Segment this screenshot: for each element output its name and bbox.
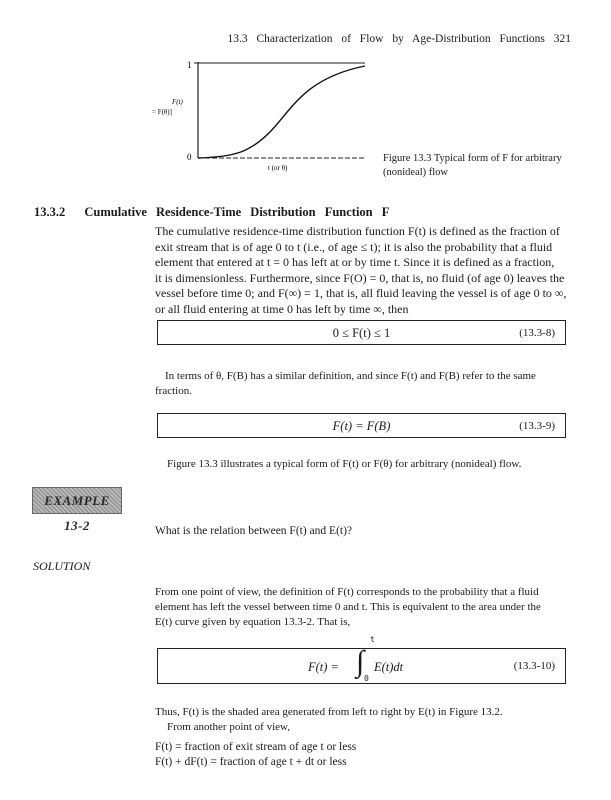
figure-caption: Figure 13.3 Typical form of F for arbitrary (nonideal) flow (383, 153, 562, 178)
f-curve (198, 66, 365, 158)
integral-lower-limit: 0 (364, 674, 369, 683)
paragraph-theta (155, 369, 570, 399)
equation-lhs: F(t) = (308, 660, 339, 674)
equation-integrand: E(t)dt (374, 660, 404, 674)
equation-expression: 0 ≤ F(t) ≤ 1 (332, 326, 391, 340)
text-line: vessel before time 0; and F(∞) = 1, that is, all fluid leaving the vessel is of age 0 to ∞, (155, 286, 567, 301)
section-number: 13.3.2 (34, 205, 66, 219)
paragraph-area (155, 705, 570, 735)
paragraph-figure-ref: Figure 13.3 illustrates a typical form of F(t) or F(θ) for arbitrary (nonideal) flow. (167, 458, 522, 470)
header-page-number: 321 (553, 33, 571, 45)
y-label-ft: F(t) (172, 98, 183, 106)
section-title: Cumulative Residence-Time Distribution Function F (84, 205, 390, 219)
y-label-ftheta: = F(θ)] (152, 108, 172, 116)
text-line: E(t) curve given by equation 13.3-2. That is, (155, 616, 351, 628)
text-line: The cumulative residence-time distribution function F(t) is defined as the fraction of (155, 224, 560, 238)
y-top-label: 1 (187, 60, 192, 70)
text-line: F(t) = fraction of exit stream of age t or less (155, 741, 357, 753)
text-line: exit stream that is of age 0 to t (i.e., of age ≤ t); it is also the probability that a fluid (155, 239, 553, 254)
text-line: fraction. (155, 385, 192, 397)
section-heading (34, 205, 389, 220)
equation-number: (13.3-8) (519, 327, 555, 339)
solution-label: SOLUTION (33, 559, 91, 573)
paragraph-solution (155, 585, 570, 630)
equation-box-13-3-9 (157, 413, 566, 438)
equation-number: (13.3-9) (519, 420, 555, 432)
text-line: element has left the vessel between time 0 and t. This is equivalent to the area under the (155, 601, 541, 613)
text-line: From another point of view, (167, 721, 291, 733)
equation-expression: F(t) = F(B) (332, 419, 391, 433)
y-zero-label: 0 (187, 152, 192, 162)
integral-upper-limit: t (370, 635, 375, 644)
text-line: or all fluid entering at time 0 has left by time ∞, then (155, 301, 409, 316)
header-title: Characterization of Flow by Age-Distribution Functions (256, 33, 545, 45)
text-line: From one point of view, the definition of F(t) corresponds to the probability that a fluid (155, 586, 539, 598)
header-section: 13.3 (227, 33, 248, 45)
text-line: F(t) + dF(t) = fraction of age t + dt or less (155, 756, 347, 768)
text-line: In terms of θ, F(B) has a similar definition, and since F(t) and F(B) refer to the same (165, 370, 536, 382)
text-line: Thus, F(t) is the shaded area generated from left to right by E(t) in Figure 13.2. (155, 706, 503, 718)
equation-box-13-3-8 (157, 320, 566, 345)
text-line: element that entered at t = 0 has left at or by time t. Since it is defined as a fraction, (155, 255, 555, 270)
paragraph-fraction-defs (155, 740, 570, 770)
example-question: What is the relation between F(t) and E(t)? (155, 525, 353, 537)
equation-number: (13.3-10) (513, 660, 555, 672)
text-line: it is dimensionless. Furthermore, since F(O) = 0, that is, no fluid (of age 0) leaves the (155, 270, 565, 285)
example-label: EXAMPLE 13-2 (32, 487, 122, 514)
integral-sign-icon: ∫ (356, 645, 365, 678)
paragraph-definition (155, 224, 570, 318)
x-axis-label: t (or θ) (268, 164, 288, 172)
equation-box-13-3-10 (157, 635, 566, 684)
